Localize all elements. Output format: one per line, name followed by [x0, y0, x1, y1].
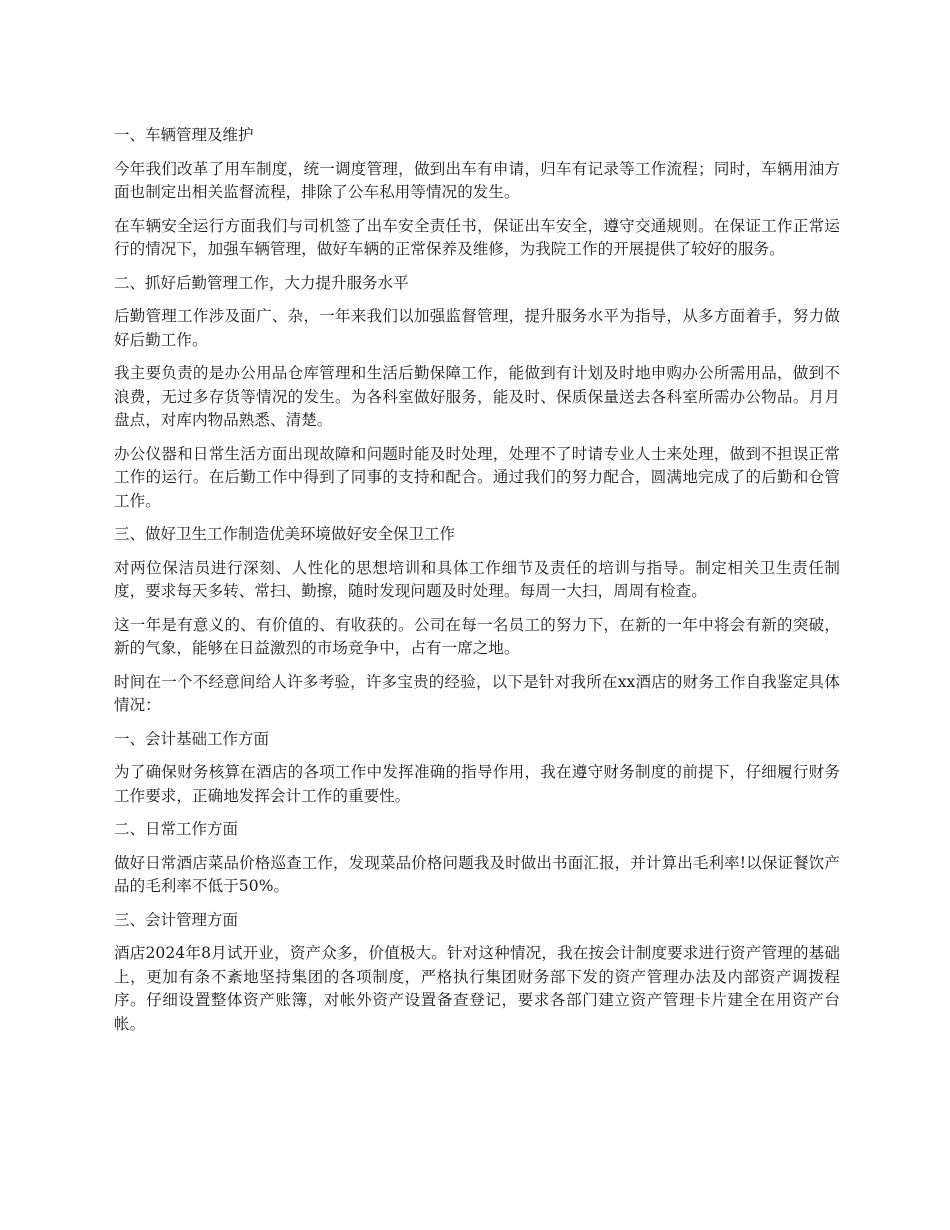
section-heading: 二、抓好后勤管理工作，大力提升服务水平	[114, 273, 409, 292]
section-heading: 一、会计基础工作方面	[114, 729, 270, 748]
body-paragraph: 对两位保洁员进行深刻、人性化的思想培训和具体工作细节及责任的培训与指导。制定相关卫生责任制度，要求每天多转、常扫、勤擦，随时发现问题及时处理。每周一大扫，周周有检查。	[114, 558, 840, 600]
section-heading: 一、车辆管理及维护	[114, 126, 254, 144]
body-paragraph: 今年我们改革了用车制度，统一调度管理，做到出车有申请，归车有记录等工作流程；同时，车辆用油方面也制定出相关监督流程，排除了公车私用等情况的发生。	[114, 159, 840, 201]
section-heading: 三、做好卫生工作制造优美环境做好安全保卫工作	[114, 525, 456, 543]
body-paragraph: 我主要负责的是办公用品仓库管理和生活后勤保障工作，能做到有计划及时地申购办公所需用品，做到不浪费，无过多存货等情况的发生。为各科室做好服务，能及时、保质保量送去各科室所需办公物品。月月盘点，对库内物品熟悉、清楚。	[114, 364, 840, 429]
body-paragraph: 办公仪器和日常生活方面出现故障和问题时能及时处理，处理不了时请专业人士来处理，做到不担误正常工作的运行。在后勤工作中得到了同事的支持和配合。通过我们的努力配合，圆满地完成了的后勤和仓管工作。	[114, 444, 840, 510]
document-page	[114, 124, 840, 1046]
section-heading: 三、会计管理方面	[114, 910, 239, 929]
body-paragraph: 做好日常酒店菜品价格巡查工作，发现菜品价格问题我及时做出书面汇报，并计算出毛利率!以保证餐饮产品的毛利率不低于50%。	[114, 853, 840, 895]
body-paragraph: 时间在一个不经意间给人许多考验，许多宝贵的经验，以下是针对我所在xx酒店的财务工作自我鉴定具体情况：	[114, 672, 840, 714]
body-paragraph: 酒店2024年8月试开业，资产众多，价值极大。针对这种情况，我在按会计制度要求进行资产管理的基础上，更加有条不紊地坚持集团的各项制度，严格执行集团财务部下发的资产管理办法及内部资产调拨程序。仔细设置整体资产账簿，对帐外资产设置备查登记，要求各部门建立资产管理卡片建全在用资产台帐。	[114, 944, 840, 1033]
body-paragraph: 这一年是有意义的、有价值的、有收获的。公司在每一名员工的努力下，在新的一年中将会有新的突破，新的气象，能够在日益激烈的市场竞争中，占有一席之地。	[114, 615, 840, 657]
body-paragraph: 为了确保财务核算在酒店的各项工作中发挥准确的指导作用，我在遵守财务制度的前提下，仔细履行财务工作要求，正确地发挥会计工作的重要性。	[114, 763, 840, 805]
section-heading: 二、日常工作方面	[114, 820, 239, 838]
body-paragraph: 在车辆安全运行方面我们与司机签了出车安全责任书，保证出车安全，遵守交通规则。在保证工作正常运行的情况下，加强车辆管理，做好车辆的正常保养及维修，为我院工作的开展提供了较好的服务。	[114, 216, 840, 258]
body-paragraph: 后勤管理工作涉及面广、杂，一年来我们以加强监督管理，提升服务水平为指导，从多方面着手，努力做好后勤工作。	[114, 307, 840, 349]
